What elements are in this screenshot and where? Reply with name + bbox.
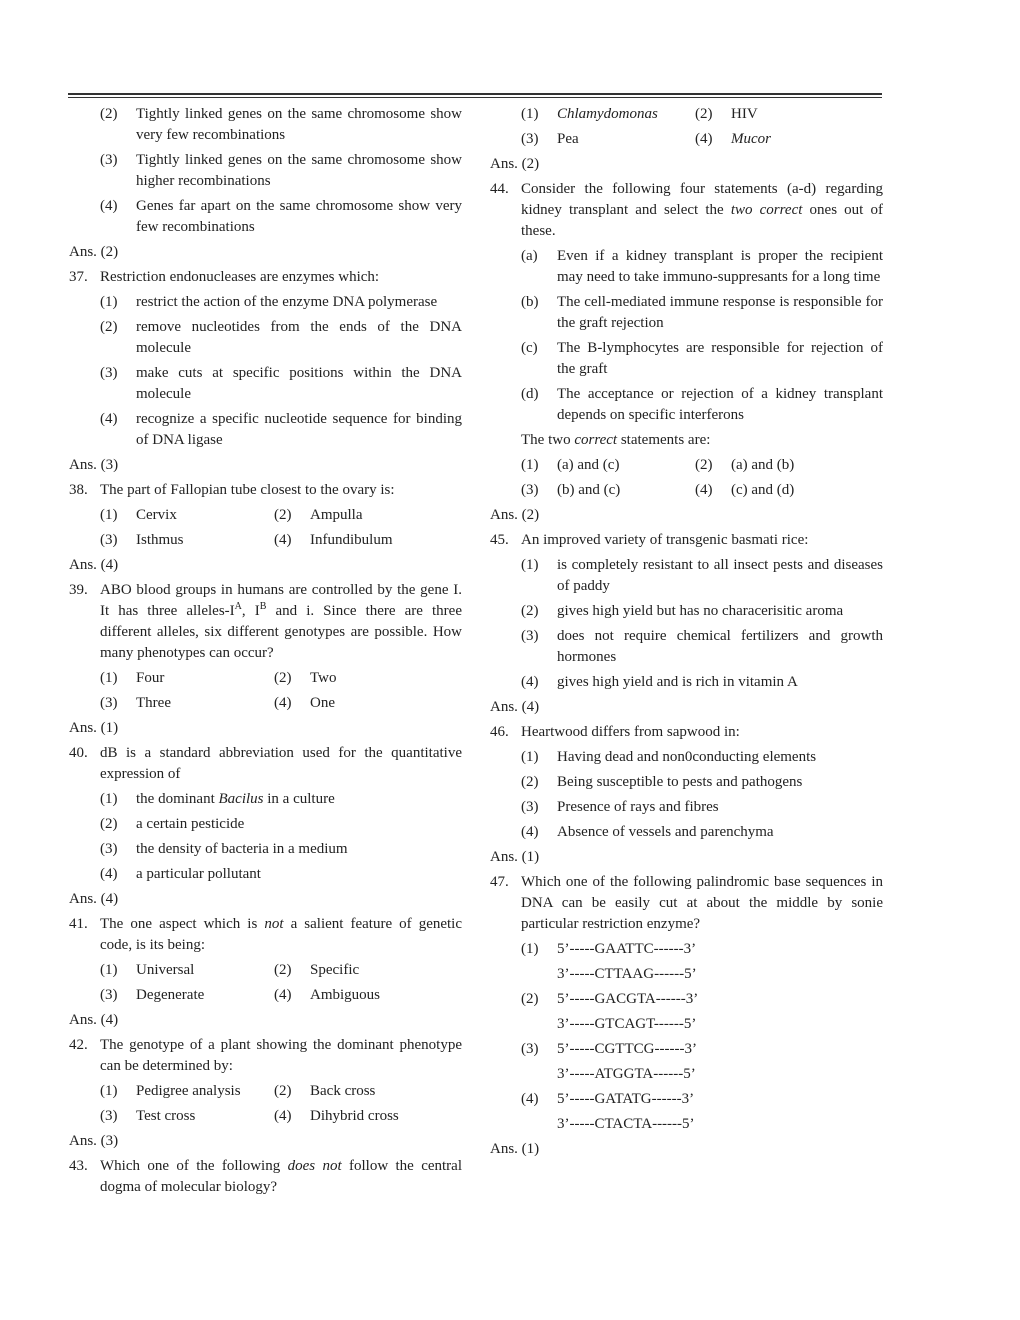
left-column <box>69 104 462 1202</box>
sequence-line: 3’-----CTTAAG------5’ <box>557 966 697 982</box>
answer: Ans. (3) <box>69 1133 119 1149</box>
question-39: 39. ABO blood groups in humans are controlled by the gene I. It has three alleles-$I^A$, $I^B$ and i. Since there are three different alleles, six different genotypes are possible. How many phenotypes can occur? <box>69 582 462 661</box>
option-row: (1) Pedigree analysis (2) Back cross <box>100 1083 376 1099</box>
option-row: (1) Chlamydomonas (2) HIV <box>521 106 758 122</box>
statement: (c) The B-lymphocytes are responsible for rejection of the graft <box>521 340 883 377</box>
option: (1) Having dead and non0conducting elements <box>521 749 817 765</box>
question-44: 44. Consider the following four statements (a-d) regarding kidney transplant and select the two correct ones out of these. <box>490 181 883 239</box>
answer: Ans. (2) <box>490 507 540 523</box>
option: (2) Being susceptible to pests and pathogens <box>521 774 803 790</box>
option: (3) make cuts at specific positions within the DNA molecule <box>100 365 462 402</box>
question-47: 47. Which one of the following palindromic base sequences in DNA can be easily cut at about the middle by sonie particular restriction enzyme? <box>490 874 883 932</box>
option-row: (3) Pea (4) Mucor <box>521 131 771 147</box>
question-43: 43. Which one of the following does not follow the central dogma of molecular biology? <box>69 1158 462 1195</box>
option-row: (3) Three (4) One <box>100 695 335 711</box>
answer: Ans. (1) <box>490 1141 540 1157</box>
header-rule-thin <box>68 97 882 98</box>
answer: Ans. (4) <box>69 891 119 907</box>
option: (1) is completely resistant to all insect pests and diseases of paddy <box>521 557 883 594</box>
option: (1) the dominant Bacilus in a culture <box>100 791 335 807</box>
option: (2) Tightly linked genes on the same chromosome show very few recombinations <box>100 106 462 143</box>
option-row: (1) Four (2) Two <box>100 670 337 686</box>
option: (2) a certain pesticide <box>100 816 245 832</box>
sequence-line: 3’-----ATGGTA------5’ <box>557 1066 696 1082</box>
option: (3) 5’-----CGTTCG------3’ <box>521 1041 697 1057</box>
question-46: 46. Heartwood differs from sapwood in: <box>490 724 740 740</box>
answer: Ans. (4) <box>69 1012 119 1028</box>
option: (3) Tightly linked genes on the same chromosome show higher recombinations <box>100 152 462 189</box>
question-37: 37. Restriction endonucleases are enzymes which: <box>69 269 380 285</box>
answer: Ans. (1) <box>69 720 119 736</box>
option-row: (1) (a) and (c) (2) (a) and (b) <box>521 457 795 473</box>
option-row: (1) Cervix (2) Ampulla <box>100 507 363 523</box>
option: (4) Absence of vessels and parenchyma <box>521 824 774 840</box>
question-45: 45. An improved variety of transgenic basmati rice: <box>490 532 809 548</box>
option: (2) 5’-----GACGTA------3’ <box>521 991 699 1007</box>
option: (2) remove nucleotides from the ends of the DNA molecule <box>100 319 462 356</box>
option: (4) gives high yield and is rich in vitamin A <box>521 674 798 690</box>
option-row: (1) Universal (2) Specific <box>100 962 360 978</box>
option: (2) gives high yield but has no characerisitic aroma <box>521 603 844 619</box>
option: (4) Genes far apart on the same chromosome show very few recombinations <box>100 198 462 235</box>
option: (3) the density of bacteria in a medium <box>100 841 348 857</box>
note: The two correct statements are: <box>521 432 711 448</box>
statement: (d) The acceptance or rejection of a kidney transplant depends on specific interferons <box>521 386 883 423</box>
option: (4) a particular pollutant <box>100 866 261 882</box>
question-42: 42. The genotype of a plant showing the dominant phenotype can be determined by: <box>69 1037 462 1074</box>
option-row: (3) Test cross (4) Dihybrid cross <box>100 1108 399 1124</box>
question-41: 41. The one aspect which is not a salient feature of genetic code, is its being: <box>69 916 463 953</box>
option: (4) recognize a specific nucleotide sequence for binding of DNA ligase <box>100 411 462 448</box>
sequence-line: 3’-----GTCAGT------5’ <box>557 1016 697 1032</box>
question-38: 38. The part of Fallopian tube closest to the ovary is: <box>69 482 395 498</box>
option: (4) 5’-----GATATG------3’ <box>521 1091 695 1107</box>
answer: Ans. (2) <box>490 156 540 172</box>
option: (1) 5’-----GAATTC------3’ <box>521 941 697 957</box>
answer: Ans. (4) <box>69 557 119 573</box>
option-row: (3) Isthmus (4) Infundibulum <box>100 532 393 548</box>
option-row: (3) (b) and (c) (4) (c) and (d) <box>521 482 795 498</box>
answer: Ans. (4) <box>490 699 540 715</box>
option: (3) does not require chemical fertilizers and growth hormones <box>521 628 883 665</box>
sequence-line: 3’-----CTACTA------5’ <box>557 1116 695 1132</box>
answer: Ans. (2) <box>69 244 119 260</box>
answer: Ans. (1) <box>490 849 540 865</box>
answer: Ans. (3) <box>69 457 119 473</box>
header-rule <box>68 93 882 95</box>
right-column <box>490 104 883 1164</box>
question-40: 40. dB is a standard abbreviation used for the quantitative expression of <box>69 745 462 782</box>
statement: (b) The cell-mediated immune response is responsible for the graft rejection <box>521 294 883 331</box>
option: (3) Presence of rays and fibres <box>521 799 719 815</box>
option-row: (3) Degenerate (4) Ambiguous <box>100 987 381 1003</box>
option: (1) restrict the action of the enzyme DNA polymerase <box>100 294 438 310</box>
statement: (a) Even if a kidney transplant is proper the recipient may need to take immuno-suppresants for a long time <box>521 248 883 285</box>
